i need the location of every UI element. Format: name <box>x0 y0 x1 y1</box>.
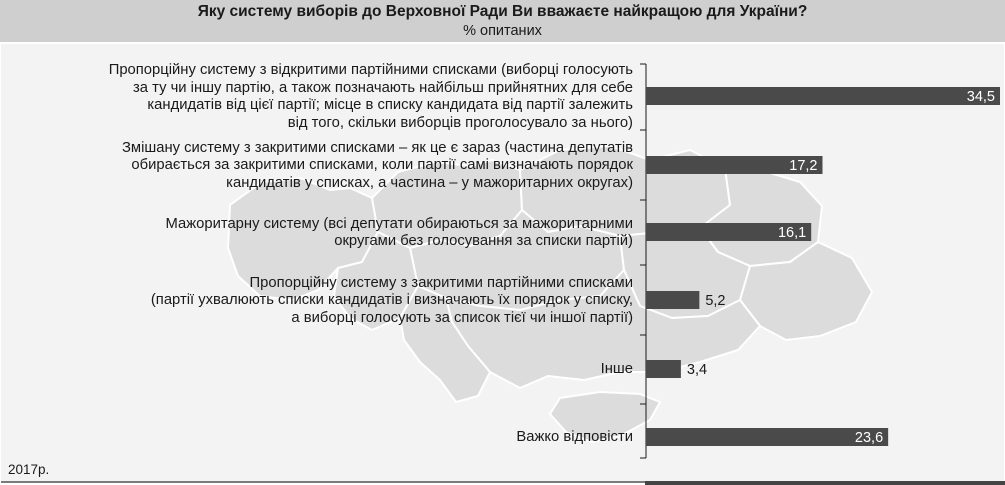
bar <box>646 87 1000 105</box>
bar-value-label: 34,5 <box>966 89 995 105</box>
category-label: Важко відповісти <box>516 429 633 445</box>
axis-ticks <box>640 64 646 458</box>
chart-subtitle: % опитаних <box>463 23 542 39</box>
category-label: Інше <box>600 361 633 377</box>
bar-value-label: 3,4 <box>686 362 708 378</box>
bar-value-label: 16,1 <box>777 225 807 241</box>
bar-value-label: 5,2 <box>705 293 726 309</box>
bar <box>646 428 888 446</box>
bars-group <box>646 87 1000 446</box>
category-label: Пропорційну систему з закритими партійними списками (партії ухвалюють списки кандидатів і визначають їх порядок у списку, а виборці голосують за список тієї чи іншої партії) <box>150 274 633 326</box>
bar-value-label: 17,2 <box>789 158 818 174</box>
bar <box>646 360 681 378</box>
category-label: Мажоритарну систему (всі депутати обираються за мажоритарними округами без голосування за списки партій) <box>165 215 633 249</box>
category-label: Змішану систему з закритими списками – як це є зараз (частина депутатів обирається за закритими списками, коли партії самі визначають порядок кандидатів у списках, а частина – у мажоритарних округах) <box>121 139 633 191</box>
value-labels-group <box>687 89 995 446</box>
bar-value-label: 23,6 <box>854 430 884 446</box>
category-label: Пропорційну систему з відкритими партійними списками (виборці голосують за ту чи іншу партію, а також позначають найбільш прийнятних для себе кандидатів від цієї партії; місце в списку кандидата від партії залежить від того, скільки виборців проголосувало за нього) <box>108 62 633 131</box>
year-note: 2017р. <box>8 462 50 477</box>
chart-title: Яку систему виборів до Верховної Ради Ви вважаєте найкращою для України? <box>197 3 808 20</box>
bar <box>646 291 699 309</box>
